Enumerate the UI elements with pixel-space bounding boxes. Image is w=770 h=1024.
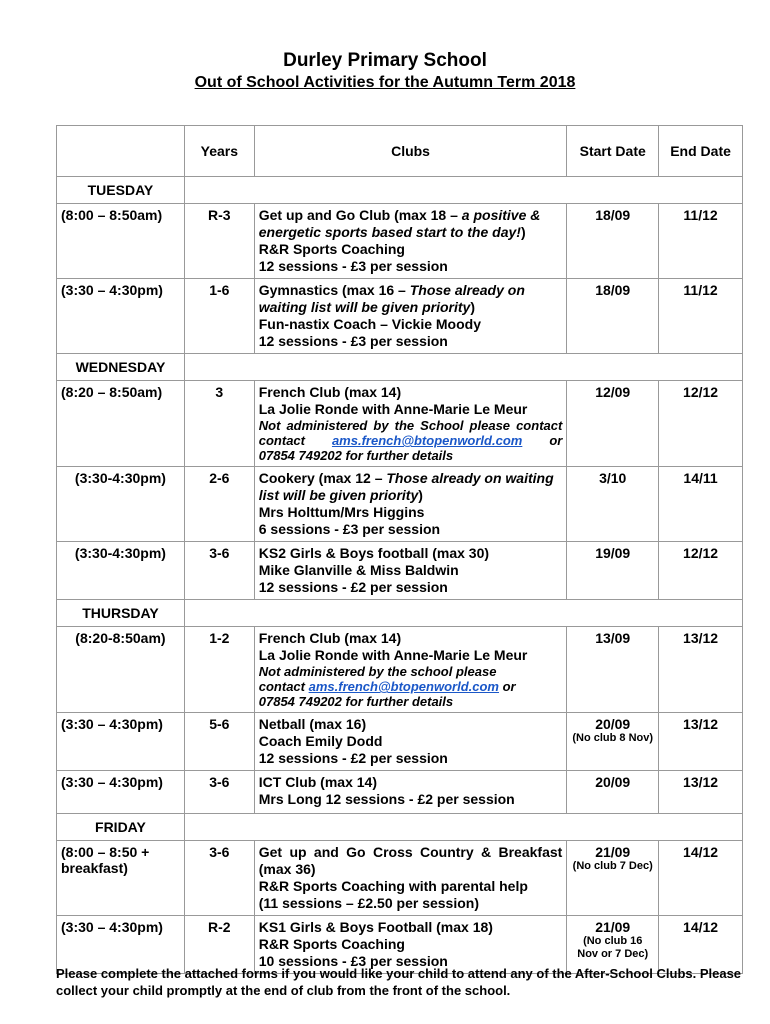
row-time: (3:30-4:30pm) [57, 467, 185, 542]
day-label-thursday: THURSDAY [57, 600, 185, 627]
row-coach: Mrs Holttum/Mrs Higgins [258, 504, 425, 520]
row-start-note: (No club 8 Nov) [572, 732, 654, 744]
row-coach: R&R Sports Coaching [258, 241, 405, 257]
row-end-date: 11/12 [659, 204, 743, 279]
row-sessions: 12 sessions - £3 per session [258, 258, 448, 274]
row-sessions: 12 sessions - £2 per session [258, 750, 448, 766]
row-coach: La Jolie Ronde with Anne-Marie Le Meur [258, 647, 528, 663]
table-row [57, 467, 743, 542]
row-coach: Mike Glanville & Miss Baldwin [258, 562, 459, 578]
day-label-tuesday: TUESDAY [57, 177, 185, 204]
row-coach: R&R Sports Coaching with parental help [258, 878, 528, 894]
row-start-date: 19/09 [567, 542, 659, 600]
row-time: (8:00 – 8:50am) [57, 204, 185, 279]
table-row [57, 713, 743, 771]
row-end-date: 14/12 [659, 916, 743, 974]
row-start-date: 3/10 [567, 467, 659, 542]
day-row-thursday [57, 600, 743, 627]
day-row-tuesday [57, 177, 743, 204]
table-row [57, 841, 743, 916]
row-time: (3:30 – 4:30pm) [57, 279, 185, 354]
header-end-date: End Date [659, 126, 743, 177]
row-start-date: 18/09 [567, 204, 659, 279]
row-coach: Mrs Long 12 sessions - £2 per session [258, 791, 515, 807]
table-row [57, 542, 743, 600]
row-club: KS1 Girls & Boys Football (max 18) R&R Sports Coaching 10 sessions - £3 per session [254, 916, 567, 974]
row-time: (8:20 – 8:50am) [57, 381, 185, 467]
row-start-date: 12/09 [567, 381, 659, 467]
row-years: 3-6 [184, 542, 254, 600]
row-years: 2-6 [184, 467, 254, 542]
row-coach: Coach Emily Dodd [258, 733, 383, 749]
row-years: 1-6 [184, 279, 254, 354]
row-start-date: 21/09 (No club 16 Nov or 7 Dec) [567, 916, 659, 974]
row-club: ICT Club (max 14) Mrs Long 12 sessions - £2 per session [254, 771, 567, 814]
table-row [57, 771, 743, 814]
page-title: Durley Primary School [283, 50, 487, 71]
day-row-wednesday [57, 354, 743, 381]
row-sessions: (11 sessions – £2.50 per session) [258, 895, 479, 911]
page-subtitle: Out of School Activities for the Autumn Term 2018 [194, 74, 576, 91]
row-club: Get up and Go Club (max 18 – a positive & energetic sports based start to the day!) R&R Sports Coaching 12 sessions - £3 per session [254, 204, 567, 279]
row-start-note: (No club 7 Dec) [572, 860, 653, 872]
row-time: (3:30-4:30pm) [57, 542, 185, 600]
row-end-date: 13/12 [659, 627, 743, 713]
table-row [57, 627, 743, 713]
row-years: 3-6 [184, 841, 254, 916]
header-row [57, 126, 743, 177]
day-row-friday [57, 814, 743, 841]
row-start-date: 13/09 [567, 627, 659, 713]
row-club: KS2 Girls & Boys football (max 30) Mike Glanville & Miss Baldwin 12 sessions - £2 per session [254, 542, 567, 600]
row-end-date: 13/12 [659, 771, 743, 814]
row-end-date: 12/12 [659, 381, 743, 467]
row-end-date: 14/11 [659, 467, 743, 542]
row-sessions: 10 sessions - £3 per session [258, 953, 448, 969]
table-row [57, 204, 743, 279]
day-label-wednesday: WEDNESDAY [57, 354, 185, 381]
row-club: Gymnastics (max 16 – Those already on waiting list will be given priority) Fun-nastix Coach – Vickie Moody 12 sessions - £3 per session [254, 279, 567, 354]
row-end-date: 13/12 [659, 713, 743, 771]
row-coach: Fun-nastix Coach – Vickie Moody [258, 316, 481, 332]
row-note: Not administered by the school please [258, 664, 497, 679]
email-link[interactable]: ams.french@btopenworld.com [308, 679, 499, 694]
row-coach: La Jolie Ronde with Anne-Marie Le Meur [258, 401, 528, 417]
table-row [57, 279, 743, 354]
header-start-date: Start Date [567, 126, 659, 177]
row-start-note: (No club 16 Nov or 7 Dec) [577, 935, 649, 960]
row-club: French Club (max 14) La Jolie Ronde with Anne-Marie Le Meur Not administered by the school please contact ams.french@btopenworld.com or 07854 749202 for further details [254, 627, 567, 713]
header-clubs: Clubs [254, 126, 567, 177]
row-end-date: 12/12 [659, 542, 743, 600]
row-club: Cookery (max 12 – Those already on waiting list will be given priority) Mrs Holttum/Mrs Higgins 6 sessions - £3 per session [254, 467, 567, 542]
row-start-date: 21/09 (No club 7 Dec) [567, 841, 659, 916]
row-note: Not administered by the School please contact [258, 418, 563, 433]
activities-table [56, 125, 743, 974]
row-years: 1-2 [184, 627, 254, 713]
row-time: (3:30 – 4:30pm) [57, 771, 185, 814]
row-club: Netball (max 16) Coach Emily Dodd 12 sessions - £2 per session [254, 713, 567, 771]
row-start-date: 20/09 (No club 8 Nov) [567, 713, 659, 771]
row-years: 5-6 [184, 713, 254, 771]
row-sessions: 6 sessions - £3 per session [258, 521, 441, 537]
row-club: French Club (max 14) La Jolie Ronde with Anne-Marie Le Meur Not administered by the School please contact contact ams.french@btopenworld.com or 07854 749202 for further details [254, 381, 567, 467]
header-years: Years [184, 126, 254, 177]
row-years: R-3 [184, 204, 254, 279]
row-time: (3:30 – 4:30pm) [57, 916, 185, 974]
row-club: Get up and Go Cross Country & Breakfast (max 36) R&R Sports Coaching with parental help (11 sessions – £2.50 per session) [254, 841, 567, 916]
row-sessions: 12 sessions - £2 per session [258, 579, 448, 595]
row-end-date: 14/12 [659, 841, 743, 916]
footer-note: Please complete the attached forms if you would like your child to attend any of the After-School Clubs. Please collect your child promptly at the end of club from the front of the school. [56, 966, 742, 998]
row-time: (3:30 – 4:30pm) [57, 713, 185, 771]
row-time: (8:00 – 8:50 + breakfast) [57, 841, 185, 916]
row-coach: R&R Sports Coaching [258, 936, 405, 952]
row-start-date: 20/09 [567, 771, 659, 814]
row-sessions: 12 sessions - £3 per session [258, 333, 448, 349]
row-years: 3-6 [184, 771, 254, 814]
row-time: (8:20-8:50am) [57, 627, 185, 713]
row-end-date: 11/12 [659, 279, 743, 354]
row-start-date: 18/09 [567, 279, 659, 354]
row-years: R-2 [184, 916, 254, 974]
email-link[interactable]: ams.french@btopenworld.com [331, 433, 523, 448]
row-years: 3 [184, 381, 254, 467]
day-label-friday: FRIDAY [57, 814, 185, 841]
table-row [57, 381, 743, 467]
header-time [57, 126, 185, 177]
